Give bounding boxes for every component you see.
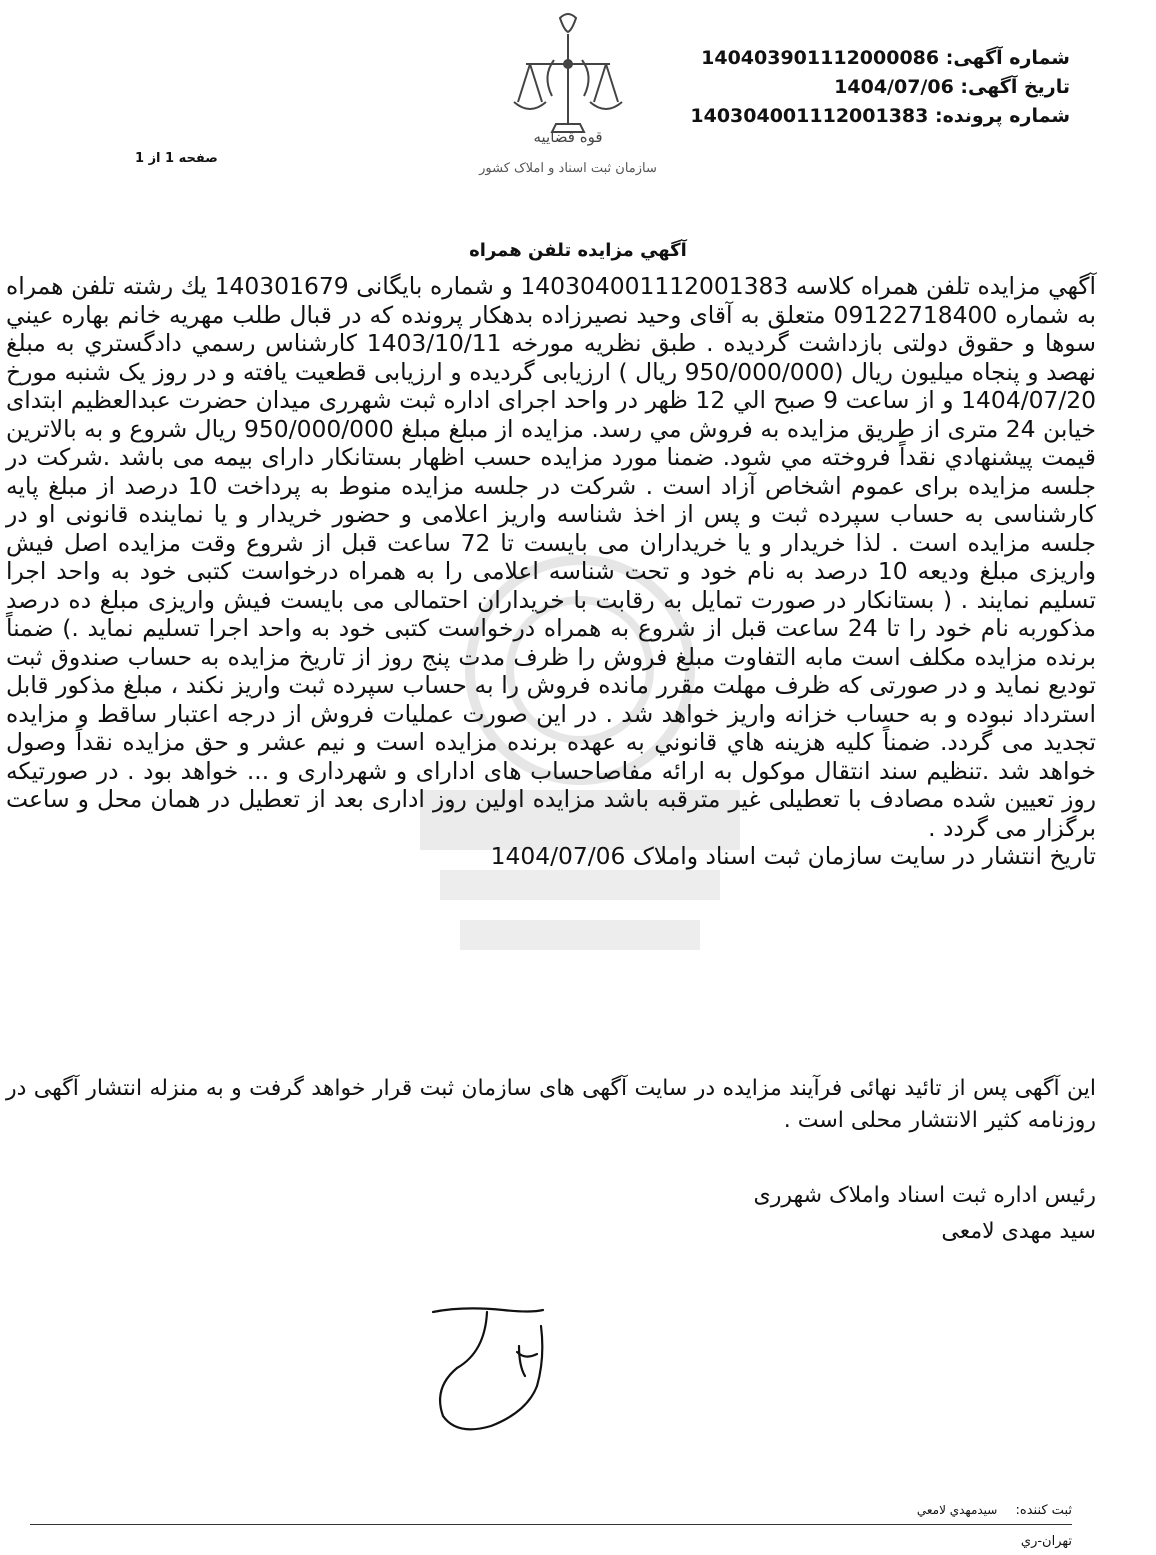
case-number: 140304001112001383 (690, 105, 929, 127)
signatory-name: سيد مهدی لامعی (941, 1219, 1096, 1244)
case-number-label: شماره پرونده: (934, 105, 1070, 127)
case-number-row (650, 102, 1070, 131)
ad-number-label: شماره آگهی: (945, 47, 1070, 69)
auction-notice-body (6, 272, 1096, 871)
ad-number: 140403901112000086 (701, 47, 940, 69)
emblem-org-line1: قوه قضاییه (533, 128, 603, 146)
ad-date-label: تاریخ آگهی: (960, 76, 1070, 98)
footer-divider (30, 1524, 1072, 1525)
ad-date: 1404/07/06 (834, 76, 954, 98)
handwritten-signature (425, 1290, 565, 1440)
signatory-position: رئيس اداره ثبت اسناد واملاک شهرری (753, 1183, 1096, 1208)
page-title: آگهي مزايده تلفن همراه (469, 240, 687, 261)
ad-date-row (650, 73, 1070, 102)
ad-number-row (650, 44, 1070, 73)
auction-details-paragraph: آگهي مزايده تلفن همراه كلاسه 140304001112001383 و شماره بايگانى 140301679 يك رشته تلفن همراه به شماره 09122718400 متعلق به آقای وحيد نصيرزاده بدهكار پرونده كه در قبال طلب مهريه خانم بهاره عيني سوها و حقوق دولتى بازداشت گرديده . طبق نظريه مورخه 1403/10/11 كارشناس رسمي دادگستري به مبلغ نهصد و پنجاه ميليون ريال (950/000/000 ريال ) ارزيابى گرديده و ارزيابى قطعيت يافته و در روز يک شنبه مورخ 1404/07/20 و از ساعت 9 صبح الي 12 ظهر در واحد اجرای اداره ثبت شهرری ميدان حضرت عبدالعظيم ابتدای خيابن 24 متری از طريق مزايده به فروش مي رسد. مزايده از مبلغ مبلغ 950/000/000 ريال شروع و به بالاترين قيمت پيشنهادي نقداً فروخته مي شود. ضمنا مورد مزايده حسب اظهار بستانكار دارای بيمه می باشد .شركت در جلسه مزايده برای عموم اشخاص آزاد است . شرکت در جلسه مزایده منوط به پرداخت 10 درصد از مبلغ پایه کارشناسی به حساب سپرده ثبت و پس از اخذ شناسه واریز اعلامی و حضور خریدار و یا نماینده قانونی او در جلسه مزایده است . لذا خریدار و یا خریداران می بایست تا 72 ساعت قبل از شروع وقت مزایده اصل فیش واریزی مبلغ ودیعه 10 درصد به نام خود و تحت شناسه اعلامی را به همراه درخواست کتبی خود به واحد اجرا تسلیم نمایند . ( بستانکار در صورت تمایل به رقابت با خریداران احتمالی می بایست فیش واریزی مبلغ ده درصد مذکوربه نام خود را تا 24 ساعت قبل از شروع به همراه درخواست کتبی خود به واحد اجرا تسلیم نماید .) ضمناً برنده مزایده مکلف است مابه التفاوت مبلغ فروش را ظرف مدت پنج روز از تاریخ مزایده به حساب صندوق ثبت تودیع نماید و در صورتی که ظرف مهلت مقرر مانده فروش را به حساب سپرده ثبت واریز نکند ، مبلغ مذکور قابل استرداد نبوده و به حساب خزانه واریز خواهد شد . در این صورت عملیات فروش از درجه اعتبار ساقط و مزایده تجدید می گردد. ضمناً كليه هزينه هاي قانوني به عهده برنده مزايده است و نيم عشر و حق مزايده نقداً وصول خواهد شد .تنظيم سند انتقال موكول به ارائه مفاصاحساب های ادارای و شهرداری و ... خواهد بود . در صورتيكه روز تعيين شده مصادف با تعطيلی غير مترقبه باشد مزايده اولين روز اداری بعد از تعطيل در همان محل و ساعت برگزار می گردد . (6, 272, 1097, 842)
publication-notice-paragraph: این آگهی پس از تائید نهائی فرآیند مزایده در سایت آگهی های سازمان ثبت قرار خواهد گرفت و به منزله انتشار آگهی در روزنامه کثیر الانتشار محلی است . (6, 1076, 1096, 1133)
judiciary-emblem-logo (468, 6, 668, 196)
emblem-org-line2: سازمان ثبت اسناد و املاک کشور (479, 161, 657, 176)
footer-location: تهران-ري (1020, 1534, 1072, 1549)
registrar-row (30, 1503, 1072, 1518)
registrar-name: سيدمهدي لامعي (916, 1503, 998, 1517)
ad-metadata (650, 44, 1070, 131)
publish-date-line: تاريخ انتشار در سايت سازمان ثبت اسناد واملاک 1404/07/06 (490, 842, 1096, 870)
page-indicator: صفحه 1 از 1 (135, 151, 218, 166)
signatory-block (753, 1178, 1096, 1250)
registrar-label: ثبت کننده: (1015, 1503, 1072, 1518)
